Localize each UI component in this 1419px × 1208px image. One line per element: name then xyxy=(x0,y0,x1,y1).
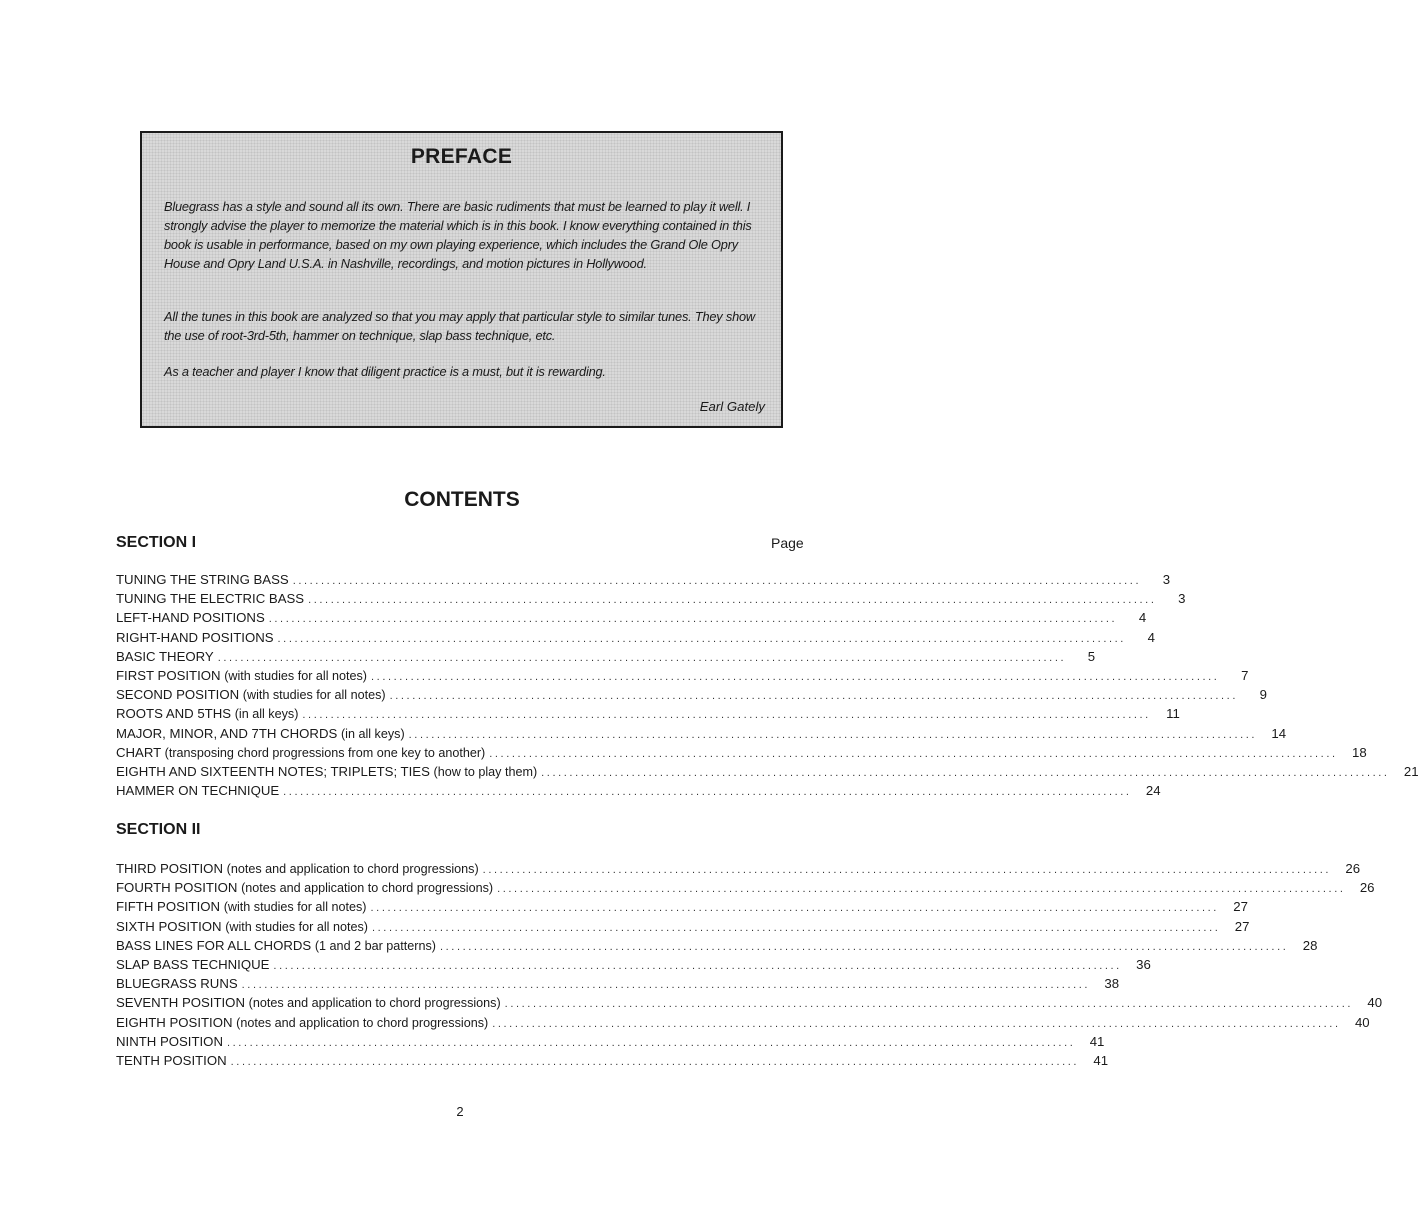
toc-entry-title xyxy=(116,957,269,972)
toc-entry xyxy=(116,610,1147,629)
toc-entry-description: (notes and application to chord progressions) xyxy=(248,996,501,1011)
toc-entry-title xyxy=(116,919,368,934)
toc-entry-page: 26 xyxy=(1345,861,1361,876)
toc-entry-main-text: FIRST POSITION xyxy=(116,667,221,683)
dot-leader: ...................................................................................................................................................... xyxy=(371,670,1220,683)
toc-entry xyxy=(116,899,1248,918)
toc-entry-description: (1 and 2 bar patterns) xyxy=(314,938,436,953)
toc-entry-title xyxy=(116,899,367,914)
dot-leader: ...................................................................................................................................................... xyxy=(277,632,1126,645)
preface-paragraph-1: Bluegrass has a style and sound all its own. There are basic rudiments that must be learned to play it well. I strongly advise the player to memorize the material which is in this book. I know everything contained in this book is usable in performance, based on my own playing experience, which includes the Grand Ole Opry House and Opry Land U.S.A. in Nashville, recordings, and motion pictures in Hollywood. xyxy=(164,199,752,271)
toc-entry-description: (notes and application to chord progressions) xyxy=(226,862,479,876)
dot-leader: ...................................................................................................................................................... xyxy=(541,766,1390,779)
toc-entry-description: (in all keys) xyxy=(340,726,405,741)
dot-leader: ...................................................................................................................................................... xyxy=(292,575,1142,587)
dot-leader: ...................................................................................................................................................... xyxy=(273,959,1122,972)
dot-leader: ...................................................................................................................................................... xyxy=(408,728,1258,741)
toc-entry-title xyxy=(116,745,485,760)
toc-entry-main-text: FOURTH POSITION xyxy=(116,880,238,896)
dot-leader: ...................................................................................................................................................... xyxy=(370,902,1219,915)
toc-entry-main-text: FIFTH POSITION xyxy=(116,899,221,915)
toc-entry-title xyxy=(116,572,289,587)
toc-entry xyxy=(116,918,1250,938)
toc-entry-page: 27 xyxy=(1234,918,1250,934)
toc-entry-main-text: TENTH POSITION xyxy=(116,1052,227,1068)
toc-entry-title xyxy=(116,630,274,645)
toc-entry xyxy=(116,1014,1370,1034)
toc-entry-title xyxy=(116,880,493,895)
toc-entry-main-text: EIGHTH POSITION xyxy=(116,1014,233,1030)
toc-entry-main-text: SLAP BASS TECHNIQUE xyxy=(116,956,270,972)
section-heading-1: SECTION I xyxy=(116,534,197,551)
toc-entry-title xyxy=(116,591,304,606)
toc-entry xyxy=(116,629,1155,649)
toc-entry-page: 14 xyxy=(1271,725,1287,741)
toc-entry-main-text: TUNING THE STRING BASS xyxy=(116,572,289,587)
page-column-label: Page xyxy=(771,535,804,551)
toc-entry-page: 4 xyxy=(1138,610,1147,626)
toc-entry-description: (with studies for all notes) xyxy=(224,668,368,683)
preface-paragraph-2: All the tunes in this book are analyzed so that you may apply that particular style to similar tunes. They show the use of root-3rd-5th, hammer on technique, slap bass technique, etc. xyxy=(164,309,755,343)
toc-entry xyxy=(116,861,1361,880)
toc-entry-page: 3 xyxy=(1178,591,1186,607)
toc-entry xyxy=(116,706,1180,725)
toc-entry-page: 28 xyxy=(1302,937,1318,953)
toc-entry-page: 18 xyxy=(1351,744,1367,760)
dot-leader: ...................................................................................................................................................... xyxy=(371,921,1221,934)
toc-entry-title xyxy=(116,764,537,779)
toc-entry-page: 38 xyxy=(1104,976,1120,992)
toc-entry-page: 5 xyxy=(1087,648,1096,664)
toc-entry-page: 7 xyxy=(1241,667,1249,683)
dot-leader: ...................................................................................................................................................... xyxy=(492,1017,1341,1030)
toc-entry-main-text: NINTH POSITION xyxy=(116,1033,223,1049)
toc-entry xyxy=(116,572,1171,591)
toc-entry-main-text: SEVENTH POSITION xyxy=(116,995,245,1011)
toc-entry-title xyxy=(116,1034,223,1049)
toc-entry-main-text: CHART xyxy=(116,744,161,760)
toc-entry-title xyxy=(116,687,386,702)
toc-entry-page: 27 xyxy=(1233,899,1248,915)
toc-entry-page: 40 xyxy=(1354,1014,1370,1030)
toc-entry-page: 21 xyxy=(1403,763,1419,779)
dot-leader: ...................................................................................................................................................... xyxy=(489,747,1338,760)
toc-entry-main-text: SIXTH POSITION xyxy=(116,918,222,934)
preface-signature: Earl Gately xyxy=(699,399,765,414)
toc-entry xyxy=(116,976,1120,995)
toc-entry-description: (with studies for all notes) xyxy=(242,688,386,703)
toc-entry xyxy=(116,937,1318,957)
toc-entry-title xyxy=(116,649,214,664)
preface-title: PREFACE xyxy=(410,145,513,168)
toc-entry-title xyxy=(116,726,405,741)
toc-entry-main-text: BLUEGRASS RUNS xyxy=(116,976,238,992)
contents-title: CONTENTS xyxy=(404,488,520,511)
toc-entry-page: 24 xyxy=(1145,783,1161,799)
toc-entry-title xyxy=(116,668,367,683)
toc-entry xyxy=(116,648,1096,668)
page-number: 2 xyxy=(456,1104,464,1119)
toc-entry-title xyxy=(116,861,479,876)
toc-entry-page: 36 xyxy=(1136,956,1151,972)
preface-box xyxy=(140,131,783,428)
toc-list-section-2 xyxy=(116,861,1383,1072)
toc-entry-title xyxy=(116,976,238,991)
toc-entry xyxy=(116,995,1383,1014)
toc-entry-description: (notes and application to chord progressions) xyxy=(236,1015,489,1030)
preface-paragraph-3: As a teacher and player I know that diligent practice is a must, but it is rewarding. xyxy=(164,364,606,379)
dot-leader: ...................................................................................................................................................... xyxy=(230,1055,1080,1068)
toc-entry-page: 41 xyxy=(1093,1052,1109,1068)
toc-entry-description: (notes and application to chord progressions) xyxy=(241,881,494,896)
dot-leader: ...................................................................................................................................................... xyxy=(504,998,1354,1011)
toc-entry-main-text: THIRD POSITION xyxy=(116,861,223,876)
toc-entry-page: 41 xyxy=(1089,1033,1105,1049)
toc-entry-main-text: LEFT-HAND POSITIONS xyxy=(116,610,265,626)
toc-entry-main-text: EIGHTH AND SIXTEENTH NOTES; TRIPLETS; TIES xyxy=(116,763,430,779)
toc-entry-main-text: ROOTS AND 5THS xyxy=(116,706,232,722)
dot-leader: ...................................................................................................................................................... xyxy=(389,690,1238,703)
toc-entry-description: (transposing chord progressions from one key to another) xyxy=(164,745,486,760)
toc-entry xyxy=(116,956,1151,976)
toc-entry xyxy=(116,725,1287,745)
toc-entry xyxy=(116,744,1367,764)
toc-entry-main-text: RIGHT-HAND POSITIONS xyxy=(116,629,274,645)
dot-leader: ...................................................................................................................................................... xyxy=(482,864,1332,876)
toc-entry xyxy=(116,667,1249,687)
toc-entry-title xyxy=(116,610,265,625)
toc-entry xyxy=(116,783,1161,802)
toc-entry-page: 3 xyxy=(1162,572,1171,587)
toc-entry-main-text: BASS LINES FOR ALL CHORDS xyxy=(116,937,312,953)
toc-entry-title xyxy=(116,783,279,798)
toc-entry-main-text: MAJOR, MINOR, AND 7TH CHORDS xyxy=(116,725,338,741)
toc-entry-main-text: TUNING THE ELECTRIC BASS xyxy=(116,591,305,607)
toc-list-section-1 xyxy=(116,572,1419,802)
toc-entry-title xyxy=(116,706,298,721)
toc-entry xyxy=(116,1033,1105,1053)
toc-entry-page: 26 xyxy=(1359,880,1375,896)
toc-entry-description: (with studies for all notes) xyxy=(223,900,367,915)
dot-leader: ...................................................................................................................................................... xyxy=(302,709,1151,722)
toc-entry-title xyxy=(116,938,436,953)
toc-entry-page: 40 xyxy=(1367,995,1383,1011)
toc-entry xyxy=(116,1052,1109,1072)
toc-entry xyxy=(116,687,1267,706)
toc-entry-description: (with studies for all notes) xyxy=(225,919,368,934)
dot-leader: ...................................................................................................................................................... xyxy=(497,883,1346,896)
toc-entry-main-text: BASIC THEORY xyxy=(116,648,214,664)
dot-leader: ...................................................................................................................................................... xyxy=(283,786,1132,799)
toc-entry-page: 9 xyxy=(1259,687,1267,703)
toc-entry-main-text: SECOND POSITION xyxy=(116,687,240,703)
toc-entry xyxy=(116,880,1375,899)
dot-leader: ...................................................................................................................................................... xyxy=(226,1036,1076,1049)
dot-leader: ...................................................................................................................................................... xyxy=(439,940,1289,953)
toc-entry-main-text: HAMMER ON TECHNIQUE xyxy=(116,783,280,799)
section-heading-2: SECTION II xyxy=(116,821,201,838)
toc-entry-title xyxy=(116,1053,227,1068)
toc-entry-page: 11 xyxy=(1166,706,1180,722)
toc-entry-description: (how to play them) xyxy=(433,764,538,779)
toc-entry xyxy=(116,763,1419,783)
dot-leader: ...................................................................................................................................................... xyxy=(217,651,1067,664)
toc-entry-title xyxy=(116,1015,488,1030)
dot-leader: ...................................................................................................................................................... xyxy=(268,613,1118,626)
dot-leader: ...................................................................................................................................................... xyxy=(308,594,1157,607)
toc-entry-description: (in all keys) xyxy=(234,707,299,722)
dot-leader: ...................................................................................................................................................... xyxy=(241,979,1091,992)
toc-entry xyxy=(116,591,1186,610)
toc-entry-title xyxy=(116,995,501,1010)
toc-entry-page: 4 xyxy=(1147,629,1155,645)
